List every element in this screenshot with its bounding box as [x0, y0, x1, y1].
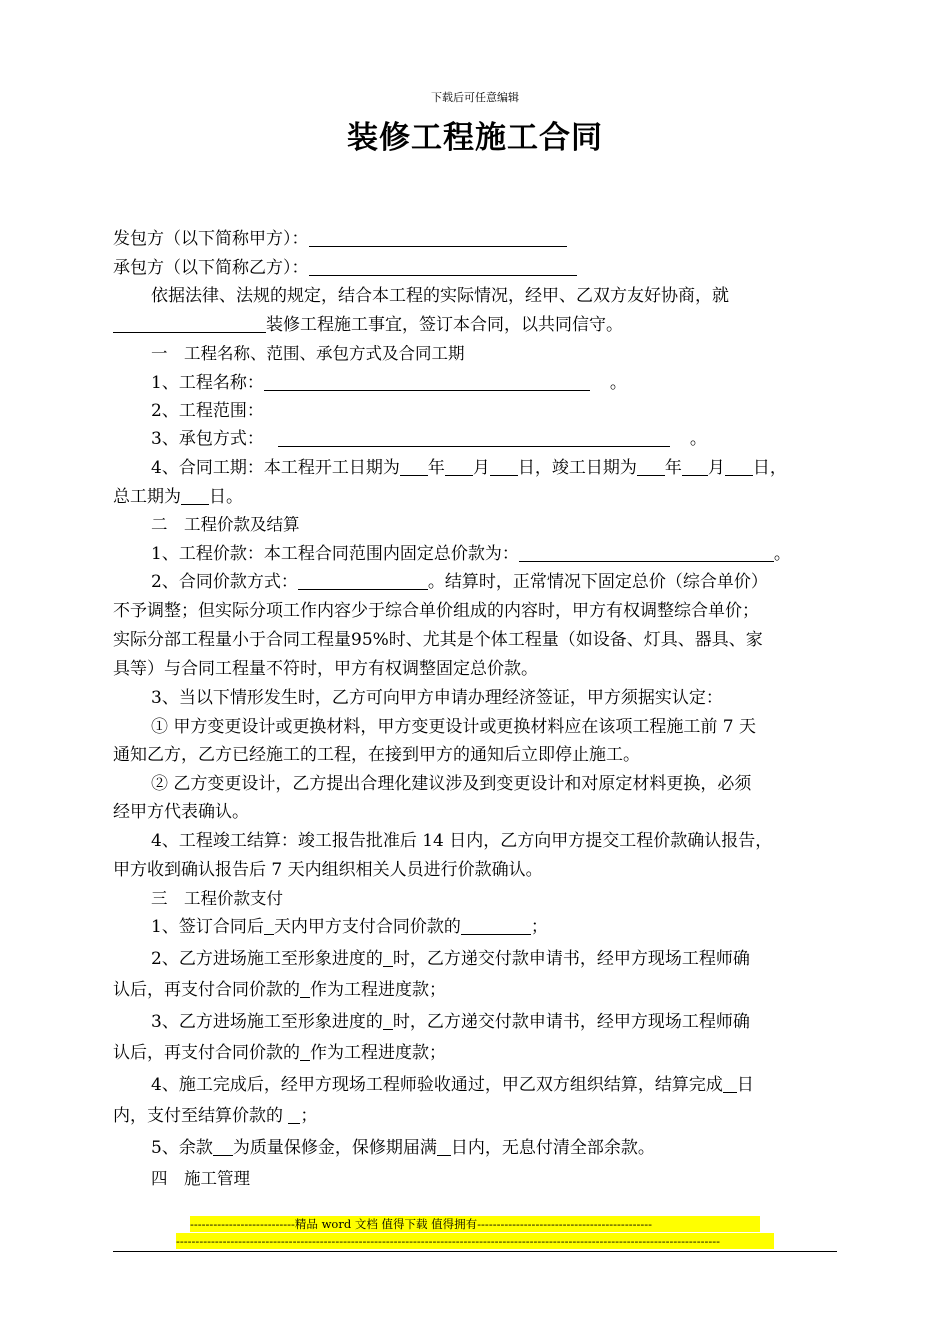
- footer-banner-line-2: --------------------------------------------------------------------------------------------------------------------------------------------: [176, 1233, 774, 1249]
- s2-item-1-label: 1、工程价款：本工程合同范围内固定总价款为：: [151, 544, 519, 564]
- fixed-price-field[interactable]: [519, 544, 774, 562]
- settlement-days-blank[interactable]: [723, 1075, 737, 1093]
- s1-item-3-label: 3、承包方式：: [151, 429, 264, 449]
- first-payment-blank[interactable]: [461, 917, 531, 935]
- start-month-label: 月: [472, 458, 490, 478]
- s2-item-1: [151, 540, 791, 568]
- s3-item-4-a: 4、施工完成后，经甲方现场工程师验收通过，甲乙双方组织结算，结算完成: [151, 1075, 723, 1095]
- total-duration-blank[interactable]: [181, 487, 209, 505]
- intro-line-1: 依据法律、法规的规定，结合本工程的实际情况，经甲、乙双方友好协商，就: [151, 286, 729, 306]
- s2-item-2-l3: 实际分部工程量小于合同工程量95%时、尤其是个体工程量（如设备、灯具、器具、家: [113, 630, 763, 650]
- s3-item-3-l1: [151, 1008, 750, 1036]
- s2-item-1-end: 。: [773, 544, 791, 564]
- contract-method-field[interactable]: [278, 429, 670, 447]
- s2-item-3: 3、当以下情形发生时，乙方可向甲方申请办理经济签证，甲方须据实认定：: [151, 688, 723, 708]
- s1-item-1-end: 。: [609, 373, 627, 393]
- end-day-label: 日，: [752, 458, 787, 478]
- s3-item-4-l2: [113, 1102, 317, 1130]
- s1-item-1: [151, 369, 627, 397]
- party-a-blank[interactable]: [309, 229, 567, 247]
- retention-blank[interactable]: [213, 1138, 233, 1156]
- progress-2-blank[interactable]: [383, 1012, 393, 1030]
- s2-item-2-l4: 具等）与合同工程量不符时，甲方有权调整固定总价款。: [113, 659, 538, 679]
- s1-item-2: 2、工程范围：: [151, 401, 264, 421]
- intro-line-2: [113, 311, 623, 339]
- s2-item-4-l1: 4、工程竣工结算：竣工报告批准后 14 日内，乙方向甲方提交工程价款确认报告，: [151, 831, 773, 851]
- section-4-heading: 四 施工管理: [151, 1169, 250, 1188]
- start-day-label: 日，竣工日期为: [517, 458, 637, 478]
- settlement-ratio-blank[interactable]: [288, 1106, 300, 1124]
- s3-item-5-b: 为质量保修金，保修期届满: [232, 1138, 437, 1158]
- intro-line-2-text: 装修工程施工事宜，签订本合同，以共同信守。: [266, 315, 623, 335]
- footer-banner-line-1: ---------------------------精品 word 文档 值得下载 值得拥有---------------------------------------------: [190, 1216, 760, 1232]
- s2-item-2-rest: 。结算时，正常情况下固定总价（综合单价）: [427, 572, 768, 592]
- s2-item-3a-l2: 通知乙方，乙方已经施工的工程，在接到甲方的通知后立即停止施工。: [113, 745, 640, 765]
- s3-item-5: [151, 1134, 655, 1162]
- section-3-heading: 三 工程价款支付: [151, 889, 283, 908]
- end-month-blank[interactable]: [682, 458, 708, 476]
- party-b-label: 承包方（以下简称乙方）：: [113, 258, 309, 278]
- document-title: 装修工程施工合同: [347, 120, 603, 156]
- header-note: 下载后可任意编辑: [431, 91, 519, 104]
- s3-item-1: [151, 913, 548, 941]
- party-a-line: [113, 225, 567, 253]
- s3-item-4-d: ；: [300, 1106, 318, 1126]
- s3-item-1-end: ；: [530, 917, 548, 937]
- end-year-blank[interactable]: [637, 458, 665, 476]
- s3-item-4-l1: [151, 1071, 754, 1099]
- days-after-signing-blank[interactable]: [264, 917, 274, 935]
- party-b-blank[interactable]: [309, 258, 577, 276]
- s3-item-2-l2: [113, 976, 446, 1004]
- s3-item-2-b: 时，乙方递交付款申请书，经甲方现场工程师确: [392, 949, 750, 969]
- project-name-blank[interactable]: [113, 315, 266, 333]
- end-month-label: 月: [707, 458, 725, 478]
- s1-item-4-cont: [113, 483, 243, 511]
- s2-item-2: [151, 568, 768, 596]
- footer-rule: [113, 1251, 837, 1252]
- s2-item-3a-l1: ① 甲方变更设计或更换材料，甲方变更设计或更换材料应在该项工程施工前 7 天: [151, 717, 757, 737]
- s3-item-2-d: 作为工程进度款；: [310, 980, 446, 1000]
- section-2-heading: 二 工程价款及结算: [151, 515, 300, 534]
- party-b-line: [113, 254, 577, 282]
- price-method-field[interactable]: [298, 572, 428, 590]
- s3-item-5-a: 5、余款: [151, 1138, 213, 1158]
- s3-item-3-l2: [113, 1039, 446, 1067]
- total-duration-label: 总工期为: [113, 487, 181, 507]
- s2-item-4-l2: 甲方收到确认报告后 7 天内组织相关人员进行价款确认。: [113, 860, 543, 880]
- start-month-blank[interactable]: [445, 458, 473, 476]
- s3-item-3-d: 作为工程进度款；: [310, 1043, 446, 1063]
- progress-1-blank[interactable]: [383, 949, 393, 967]
- s3-item-4-b: 日: [736, 1075, 754, 1095]
- progress-payment-1-blank[interactable]: [300, 980, 310, 998]
- party-a-label: 发包方（以下简称甲方）：: [113, 229, 309, 249]
- s3-item-3-b: 时，乙方递交付款申请书，经甲方现场工程师确: [392, 1012, 750, 1032]
- section-1-heading: 一 工程名称、范围、承包方式及合同工期: [151, 344, 465, 363]
- s3-item-5-c: 日内，无息付清全部余款。: [450, 1138, 655, 1158]
- end-day-blank[interactable]: [725, 458, 753, 476]
- total-duration-end: 日。: [209, 487, 243, 507]
- project-name-field[interactable]: [264, 373, 590, 391]
- s2-item-2-label: 2、合同价款方式：: [151, 572, 298, 592]
- s3-item-3-a: 3、乙方进场施工至形象进度的: [151, 1012, 383, 1032]
- s1-item-1-label: 1、工程名称：: [151, 373, 264, 393]
- warranty-days-blank[interactable]: [437, 1138, 451, 1156]
- start-year-label: 年: [427, 458, 445, 478]
- s3-item-3-c: 认后，再支付合同价款的: [113, 1043, 300, 1063]
- s1-item-3: [151, 425, 707, 453]
- end-year-label: 年: [664, 458, 682, 478]
- s3-item-1-b: 天内甲方支付合同价款的: [273, 917, 461, 937]
- s1-item-4-text-a: 4、合同工期：本工程开工日期为: [151, 458, 400, 478]
- start-day-blank[interactable]: [490, 458, 518, 476]
- progress-payment-2-blank[interactable]: [300, 1043, 310, 1061]
- s3-item-2-c: 认后，再支付合同价款的: [113, 980, 300, 1000]
- s3-item-2-l1: [151, 945, 750, 973]
- s2-item-3b-l2: 经甲方代表确认。: [113, 802, 249, 822]
- start-year-blank[interactable]: [400, 458, 428, 476]
- s3-item-1-a: 1、签订合同后: [151, 917, 264, 937]
- s3-item-4-c: 内，支付至结算价款的: [113, 1106, 289, 1126]
- s2-item-2-l2: 不予调整；但实际分项工作内容少于综合单价组成的内容时，甲方有权调整综合单价；: [113, 601, 759, 621]
- s1-item-4: [151, 454, 787, 482]
- s3-item-2-a: 2、乙方进场施工至形象进度的: [151, 949, 383, 969]
- s1-item-3-end: 。: [689, 429, 707, 449]
- s2-item-3b-l1: ② 乙方变更设计，乙方提出合理化建议涉及到变更设计和对原定材料更换，必须: [151, 774, 752, 794]
